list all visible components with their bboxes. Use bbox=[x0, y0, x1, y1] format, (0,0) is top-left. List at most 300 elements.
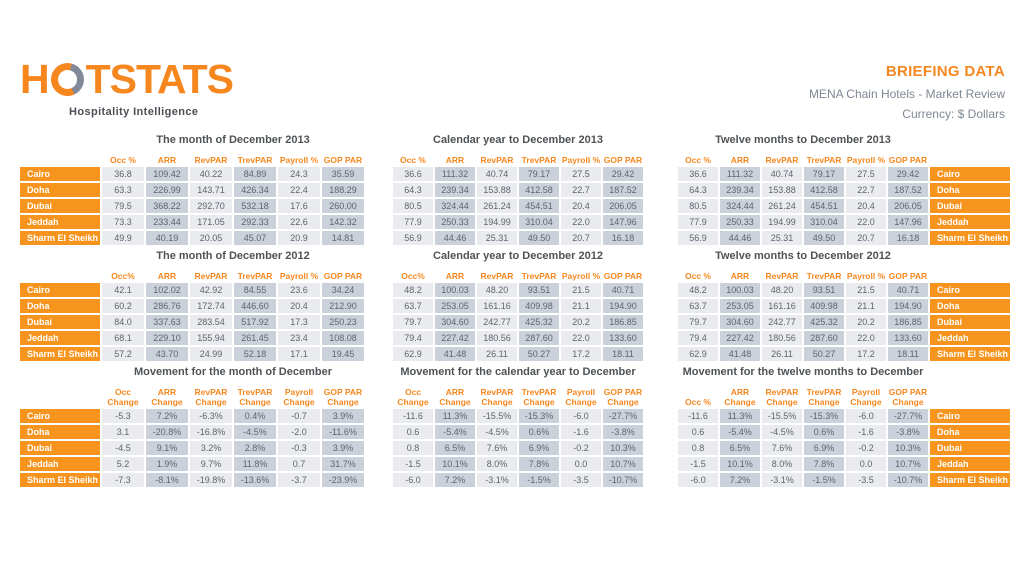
data-cell: 17.2 bbox=[561, 347, 601, 361]
data-cell: 286.76 bbox=[146, 299, 188, 313]
column-header: ARR bbox=[445, 271, 465, 281]
data-cell: 242.77 bbox=[762, 315, 802, 329]
data-cell: 229.10 bbox=[146, 331, 188, 345]
data-cell: 0.4% bbox=[234, 409, 276, 423]
row-label: Jeddah bbox=[930, 331, 1010, 345]
data-cell: 10.3% bbox=[888, 441, 928, 455]
logo-wordmark bbox=[20, 58, 233, 100]
data-cell: 250.33 bbox=[435, 215, 475, 229]
data-cell: 45.07 bbox=[234, 231, 276, 245]
data-cell: -0.2 bbox=[846, 441, 886, 455]
data-cell: 43.70 bbox=[146, 347, 188, 361]
row-label: Jeddah bbox=[20, 331, 100, 345]
column-header: GOP PAR bbox=[323, 155, 363, 165]
data-cell: 84.55 bbox=[234, 283, 276, 297]
data-cell: 63.7 bbox=[678, 299, 718, 313]
column-header: Payroll Change bbox=[850, 387, 882, 407]
table-corner bbox=[930, 267, 1010, 281]
data-cell: 109.42 bbox=[146, 167, 188, 181]
data-cell: 79.4 bbox=[678, 331, 718, 345]
data-cell: 27.5 bbox=[561, 167, 601, 181]
data-cell: 21.1 bbox=[846, 299, 886, 313]
data-cell: 409.98 bbox=[804, 299, 844, 313]
data-cell: 23.4 bbox=[278, 331, 320, 345]
data-cell: 10.3% bbox=[603, 441, 643, 455]
row-label: Doha bbox=[930, 299, 1010, 313]
table-corner bbox=[20, 383, 100, 407]
column-header: Payroll % bbox=[846, 155, 886, 165]
data-cell: -4.5% bbox=[234, 425, 276, 439]
data-cell: 57.2 bbox=[102, 347, 144, 361]
data-cell: -8.1% bbox=[146, 473, 188, 487]
table-title: Twelve months to December 2013 bbox=[715, 134, 891, 146]
column-header: RevPAR bbox=[480, 271, 514, 281]
row-label: Dubai bbox=[20, 315, 100, 329]
data-cell: 0.6 bbox=[393, 425, 433, 439]
data-cell: 63.7 bbox=[393, 299, 433, 313]
column-header: RevPAR Change bbox=[480, 387, 514, 407]
table-corner bbox=[930, 151, 1010, 165]
data-cell: 16.18 bbox=[888, 231, 928, 245]
data-cell: 187.52 bbox=[888, 183, 928, 197]
data-cell: 426.34 bbox=[234, 183, 276, 197]
data-cell: 454.51 bbox=[804, 199, 844, 213]
data-cell: -19.8% bbox=[190, 473, 232, 487]
data-cell: 20.4 bbox=[278, 299, 320, 313]
column-header: RevPAR bbox=[194, 271, 228, 281]
data-cell: 20.05 bbox=[190, 231, 232, 245]
data-cell: 111.32 bbox=[720, 167, 760, 181]
data-cell: 50.27 bbox=[519, 347, 559, 361]
data-cell: 0.6 bbox=[678, 425, 718, 439]
logo-tagline: Hospitality Intelligence bbox=[69, 106, 199, 118]
data-cell: 56.9 bbox=[678, 231, 718, 245]
data-cell: 0.8 bbox=[678, 441, 718, 455]
column-header: Occ% bbox=[111, 271, 135, 281]
data-cell: 412.58 bbox=[519, 183, 559, 197]
data-cell: 17.3 bbox=[278, 315, 320, 329]
table-grid bbox=[678, 267, 1010, 361]
data-cell: 22.0 bbox=[561, 331, 601, 345]
data-cell: 108.08 bbox=[322, 331, 364, 345]
data-cell: 180.56 bbox=[762, 331, 802, 345]
data-cell: 7.8% bbox=[804, 457, 844, 471]
data-cell: 11.8% bbox=[234, 457, 276, 471]
data-cell: -23.9% bbox=[322, 473, 364, 487]
data-cell: 10.7% bbox=[603, 457, 643, 471]
data-cell: 324.44 bbox=[720, 199, 760, 213]
data-cell: 10.7% bbox=[888, 457, 928, 471]
data-cell: -6.0 bbox=[561, 409, 601, 423]
data-cell: 52.18 bbox=[234, 347, 276, 361]
table-grid bbox=[393, 383, 643, 487]
data-cell: 186.85 bbox=[603, 315, 643, 329]
data-cell: 42.92 bbox=[190, 283, 232, 297]
table-grid bbox=[20, 267, 364, 361]
data-cell: 63.3 bbox=[102, 183, 144, 197]
data-cell: 155.94 bbox=[190, 331, 232, 345]
column-header: Payroll Change bbox=[565, 387, 597, 407]
data-cell: -16.8% bbox=[190, 425, 232, 439]
data-cell: 18.11 bbox=[888, 347, 928, 361]
row-label: Doha bbox=[930, 425, 1010, 439]
data-cell: 7.2% bbox=[720, 473, 760, 487]
row-label: Cairo bbox=[930, 167, 1010, 181]
data-cell: 0.8 bbox=[393, 441, 433, 455]
data-cell: 77.9 bbox=[393, 215, 433, 229]
column-header: RevPAR bbox=[194, 155, 228, 165]
data-cell: -10.7% bbox=[888, 473, 928, 487]
data-cell: 48.20 bbox=[762, 283, 802, 297]
data-cell: -15.3% bbox=[519, 409, 559, 423]
report-header bbox=[809, 63, 1005, 121]
data-cell: 161.16 bbox=[477, 299, 517, 313]
data-cell: -3.1% bbox=[477, 473, 517, 487]
logo-o-ring-icon bbox=[51, 63, 84, 96]
data-cell: -3.8% bbox=[603, 425, 643, 439]
data-cell: 304.60 bbox=[720, 315, 760, 329]
column-header: GOP PAR bbox=[323, 271, 363, 281]
column-header: TrevPAR bbox=[521, 155, 557, 165]
data-cell: 425.32 bbox=[519, 315, 559, 329]
data-cell: 242.77 bbox=[477, 315, 517, 329]
data-cell: 79.17 bbox=[804, 167, 844, 181]
data-cell: 3.1 bbox=[102, 425, 144, 439]
data-cell: 73.3 bbox=[102, 215, 144, 229]
data-cell: 368.22 bbox=[146, 199, 188, 213]
data-cell: 10.1% bbox=[720, 457, 760, 471]
data-cell: -20.8% bbox=[146, 425, 188, 439]
column-header: Payroll % bbox=[279, 271, 319, 281]
data-cell: 36.6 bbox=[393, 167, 433, 181]
data-cell: 446.60 bbox=[234, 299, 276, 313]
column-header: ARR Change bbox=[724, 387, 756, 407]
data-cell: -1.5 bbox=[678, 457, 718, 471]
data-cell: 44.46 bbox=[435, 231, 475, 245]
data-cell: -5.4% bbox=[720, 425, 760, 439]
data-cell: -10.7% bbox=[603, 473, 643, 487]
data-cell: 233.44 bbox=[146, 215, 188, 229]
table-title: Twelve months to December 2012 bbox=[715, 250, 891, 262]
data-cell: -3.8% bbox=[888, 425, 928, 439]
logo-text-h: H bbox=[20, 56, 49, 102]
data-cell: 40.19 bbox=[146, 231, 188, 245]
row-label: Jeddah bbox=[930, 457, 1010, 471]
data-cell: 6.9% bbox=[519, 441, 559, 455]
row-label: Sharm El Sheikh bbox=[930, 473, 1010, 487]
data-cell: 48.2 bbox=[678, 283, 718, 297]
table-title: Movement for the twelve months to December bbox=[682, 366, 924, 378]
data-cell: 454.51 bbox=[519, 199, 559, 213]
table-calendar-2012 bbox=[393, 250, 643, 361]
data-cell: 17.2 bbox=[846, 347, 886, 361]
data-cell: -11.6 bbox=[678, 409, 718, 423]
row-label: Cairo bbox=[20, 409, 100, 423]
data-cell: 1.9% bbox=[146, 457, 188, 471]
row-label: Jeddah bbox=[20, 457, 100, 471]
column-header: Payroll % bbox=[846, 271, 886, 281]
column-header: RevPAR bbox=[480, 155, 514, 165]
table-grid bbox=[393, 267, 643, 361]
row-label: Sharm El Sheikh bbox=[20, 473, 100, 487]
data-cell: 3.9% bbox=[322, 441, 364, 455]
data-cell: 111.32 bbox=[435, 167, 475, 181]
column-header: TrevPAR bbox=[237, 271, 273, 281]
column-header: Occ% bbox=[401, 271, 425, 281]
currency-label: Currency: $ Dollars bbox=[902, 107, 1005, 121]
column-header: TrevPAR Change bbox=[521, 387, 557, 407]
data-cell: 337.63 bbox=[146, 315, 188, 329]
data-cell: 253.05 bbox=[720, 299, 760, 313]
data-cell: 49.9 bbox=[102, 231, 144, 245]
row-label: Dubai bbox=[20, 199, 100, 213]
table-movement-twelve-months bbox=[678, 366, 1010, 487]
row-label: Sharm El Sheikh bbox=[930, 347, 1010, 361]
column-header: ARR Change bbox=[151, 387, 183, 407]
data-cell: 143.71 bbox=[190, 183, 232, 197]
data-cell: 42.1 bbox=[102, 283, 144, 297]
data-cell: -1.5 bbox=[393, 457, 433, 471]
data-cell: 80.5 bbox=[393, 199, 433, 213]
table-title: Calendar year to December 2013 bbox=[433, 134, 603, 146]
data-cell: 20.7 bbox=[846, 231, 886, 245]
data-cell: 261.24 bbox=[762, 199, 802, 213]
row-label: Dubai bbox=[930, 315, 1010, 329]
data-cell: 41.48 bbox=[435, 347, 475, 361]
data-cell: 7.8% bbox=[519, 457, 559, 471]
data-cell: -4.5% bbox=[477, 425, 517, 439]
data-cell: 532.18 bbox=[234, 199, 276, 213]
table-movement-month bbox=[20, 366, 364, 487]
data-cell: 8.0% bbox=[762, 457, 802, 471]
row-label: Dubai bbox=[930, 199, 1010, 213]
data-cell: -7.3 bbox=[102, 473, 144, 487]
row-label: Cairo bbox=[20, 167, 100, 181]
column-header: Occ % bbox=[400, 155, 426, 165]
data-cell: 188.29 bbox=[322, 183, 364, 197]
data-cell: 24.3 bbox=[278, 167, 320, 181]
column-header: GOP PAR bbox=[603, 155, 643, 165]
column-header: GOP PAR Change bbox=[323, 387, 363, 407]
row-label: Dubai bbox=[930, 441, 1010, 455]
data-cell: -4.5% bbox=[762, 425, 802, 439]
table-month-dec-2013 bbox=[20, 134, 364, 245]
data-cell: -1.6 bbox=[561, 425, 601, 439]
column-header: ARR bbox=[730, 271, 750, 281]
hotstats-logo bbox=[20, 58, 233, 118]
data-cell: 133.60 bbox=[603, 331, 643, 345]
data-cell: 50.27 bbox=[804, 347, 844, 361]
data-cell: -1.5% bbox=[519, 473, 559, 487]
data-cell: 79.7 bbox=[678, 315, 718, 329]
data-cell: 62.9 bbox=[678, 347, 718, 361]
data-cell: 20.4 bbox=[846, 199, 886, 213]
data-cell: -3.5 bbox=[846, 473, 886, 487]
data-cell: 27.5 bbox=[846, 167, 886, 181]
data-cell: 21.1 bbox=[561, 299, 601, 313]
data-cell: 56.9 bbox=[393, 231, 433, 245]
data-cell: 194.90 bbox=[603, 299, 643, 313]
data-cell: -6.0 bbox=[678, 473, 718, 487]
data-cell: -0.3 bbox=[278, 441, 320, 455]
data-cell: 64.3 bbox=[393, 183, 433, 197]
column-header: TrevPAR Change bbox=[806, 387, 842, 407]
data-cell: 172.74 bbox=[190, 299, 232, 313]
data-cell: 44.46 bbox=[720, 231, 760, 245]
table-title: The month of December 2012 bbox=[156, 250, 310, 262]
data-cell: 3.9% bbox=[322, 409, 364, 423]
data-cell: 6.9% bbox=[804, 441, 844, 455]
data-cell: 84.0 bbox=[102, 315, 144, 329]
data-cell: 409.98 bbox=[519, 299, 559, 313]
data-cell: 14.81 bbox=[322, 231, 364, 245]
data-cell: -1.6 bbox=[846, 425, 886, 439]
data-cell: -3.7 bbox=[278, 473, 320, 487]
data-cell: 84.89 bbox=[234, 167, 276, 181]
data-cell: 79.5 bbox=[102, 199, 144, 213]
data-cell: 68.1 bbox=[102, 331, 144, 345]
table-twelve-months-2013 bbox=[678, 134, 1010, 245]
column-header: Occ Change bbox=[397, 387, 429, 407]
data-cell: 324.44 bbox=[435, 199, 475, 213]
data-cell: 16.18 bbox=[603, 231, 643, 245]
data-cell: 22.0 bbox=[846, 331, 886, 345]
row-label: Doha bbox=[930, 183, 1010, 197]
data-cell: 21.5 bbox=[561, 283, 601, 297]
column-header: GOP PAR bbox=[888, 155, 928, 165]
data-cell: 11.3% bbox=[435, 409, 475, 423]
data-cell: 29.42 bbox=[603, 167, 643, 181]
data-cell: 36.8 bbox=[102, 167, 144, 181]
data-cell: -0.7 bbox=[278, 409, 320, 423]
data-cell: 212.90 bbox=[322, 299, 364, 313]
data-cell: -15.5% bbox=[477, 409, 517, 423]
table-twelve-months-2012 bbox=[678, 250, 1010, 361]
column-header: GOP PAR Change bbox=[888, 387, 928, 407]
data-cell: 239.34 bbox=[435, 183, 475, 197]
row-label: Doha bbox=[20, 425, 100, 439]
table-calendar-2013 bbox=[393, 134, 643, 245]
table-title: Movement for the month of December bbox=[133, 366, 333, 378]
row-label: Dubai bbox=[20, 441, 100, 455]
data-cell: 21.5 bbox=[846, 283, 886, 297]
data-cell: 31.7% bbox=[322, 457, 364, 471]
data-cell: 310.04 bbox=[519, 215, 559, 229]
data-cell: 100.03 bbox=[435, 283, 475, 297]
data-cell: 227.42 bbox=[720, 331, 760, 345]
data-cell: 283.54 bbox=[190, 315, 232, 329]
data-cell: 153.88 bbox=[477, 183, 517, 197]
data-cell: 253.05 bbox=[435, 299, 475, 313]
column-header: TrevPAR bbox=[237, 155, 273, 165]
data-cell: 80.5 bbox=[678, 199, 718, 213]
data-cell: 79.4 bbox=[393, 331, 433, 345]
data-cell: 187.52 bbox=[603, 183, 643, 197]
data-cell: 22.4 bbox=[278, 183, 320, 197]
data-cell: 250.23 bbox=[322, 315, 364, 329]
data-cell: 34.24 bbox=[322, 283, 364, 297]
data-cell: 147.96 bbox=[603, 215, 643, 229]
row-label: Sharm El Sheikh bbox=[930, 231, 1010, 245]
row-label: Jeddah bbox=[20, 215, 100, 229]
table-corner bbox=[20, 267, 100, 281]
data-cell: -2.0 bbox=[278, 425, 320, 439]
data-cell: 26.11 bbox=[477, 347, 517, 361]
data-cell: 147.96 bbox=[888, 215, 928, 229]
table-grid bbox=[20, 151, 364, 245]
data-cell: 102.02 bbox=[146, 283, 188, 297]
table-title: Calendar year to December 2012 bbox=[433, 250, 603, 262]
table-title: Movement for the calendar year to December bbox=[400, 366, 636, 378]
table-grid bbox=[678, 151, 1010, 245]
data-cell: 40.74 bbox=[762, 167, 802, 181]
data-cell: -15.3% bbox=[804, 409, 844, 423]
data-cell: 0.6% bbox=[519, 425, 559, 439]
data-cell: 287.60 bbox=[519, 331, 559, 345]
column-header: Occ % bbox=[110, 155, 136, 165]
data-cell: 9.7% bbox=[190, 457, 232, 471]
data-cell: 20.4 bbox=[561, 199, 601, 213]
data-cell: 22.6 bbox=[278, 215, 320, 229]
data-cell: 40.71 bbox=[888, 283, 928, 297]
data-cell: 310.04 bbox=[804, 215, 844, 229]
column-header: Occ % bbox=[685, 271, 711, 281]
data-cell: 239.34 bbox=[720, 183, 760, 197]
data-cell: 412.58 bbox=[804, 183, 844, 197]
data-cell: 10.1% bbox=[435, 457, 475, 471]
data-cell: 161.16 bbox=[762, 299, 802, 313]
column-header: ARR bbox=[445, 155, 465, 165]
data-cell: -3.5 bbox=[561, 473, 601, 487]
data-cell: -6.0 bbox=[393, 473, 433, 487]
data-cell: 48.20 bbox=[477, 283, 517, 297]
data-cell: 0.7 bbox=[278, 457, 320, 471]
row-label: Jeddah bbox=[930, 215, 1010, 229]
data-cell: 25.31 bbox=[762, 231, 802, 245]
column-header: GOP PAR bbox=[888, 271, 928, 281]
column-header: Payroll % bbox=[561, 155, 601, 165]
data-cell: -4.5 bbox=[102, 441, 144, 455]
data-cell: 6.5% bbox=[720, 441, 760, 455]
data-cell: 29.42 bbox=[888, 167, 928, 181]
data-cell: 0.6% bbox=[804, 425, 844, 439]
data-cell: -1.5% bbox=[804, 473, 844, 487]
data-cell: 64.3 bbox=[678, 183, 718, 197]
data-cell: -15.5% bbox=[762, 409, 802, 423]
data-cell: 226.99 bbox=[146, 183, 188, 197]
data-cell: 20.2 bbox=[846, 315, 886, 329]
data-cell: 292.33 bbox=[234, 215, 276, 229]
data-cell: 23.6 bbox=[278, 283, 320, 297]
data-cell: -0.2 bbox=[561, 441, 601, 455]
data-cell: 40.71 bbox=[603, 283, 643, 297]
data-cell: 18.11 bbox=[603, 347, 643, 361]
row-label: Sharm El Sheikh bbox=[20, 231, 100, 245]
data-cell: 93.51 bbox=[804, 283, 844, 297]
column-header: GOP PAR Change bbox=[603, 387, 643, 407]
data-cell: -11.6 bbox=[393, 409, 433, 423]
row-label: Sharm El Sheikh bbox=[20, 347, 100, 361]
data-cell: -3.1% bbox=[762, 473, 802, 487]
data-cell: 0.0 bbox=[846, 457, 886, 471]
data-cell: 227.42 bbox=[435, 331, 475, 345]
page-title: BRIEFING DATA bbox=[885, 63, 1005, 80]
column-header: RevPAR bbox=[765, 155, 799, 165]
table-grid bbox=[678, 383, 1010, 487]
data-cell: -27.7% bbox=[888, 409, 928, 423]
data-cell: 6.5% bbox=[435, 441, 475, 455]
data-cell: 2.8% bbox=[234, 441, 276, 455]
